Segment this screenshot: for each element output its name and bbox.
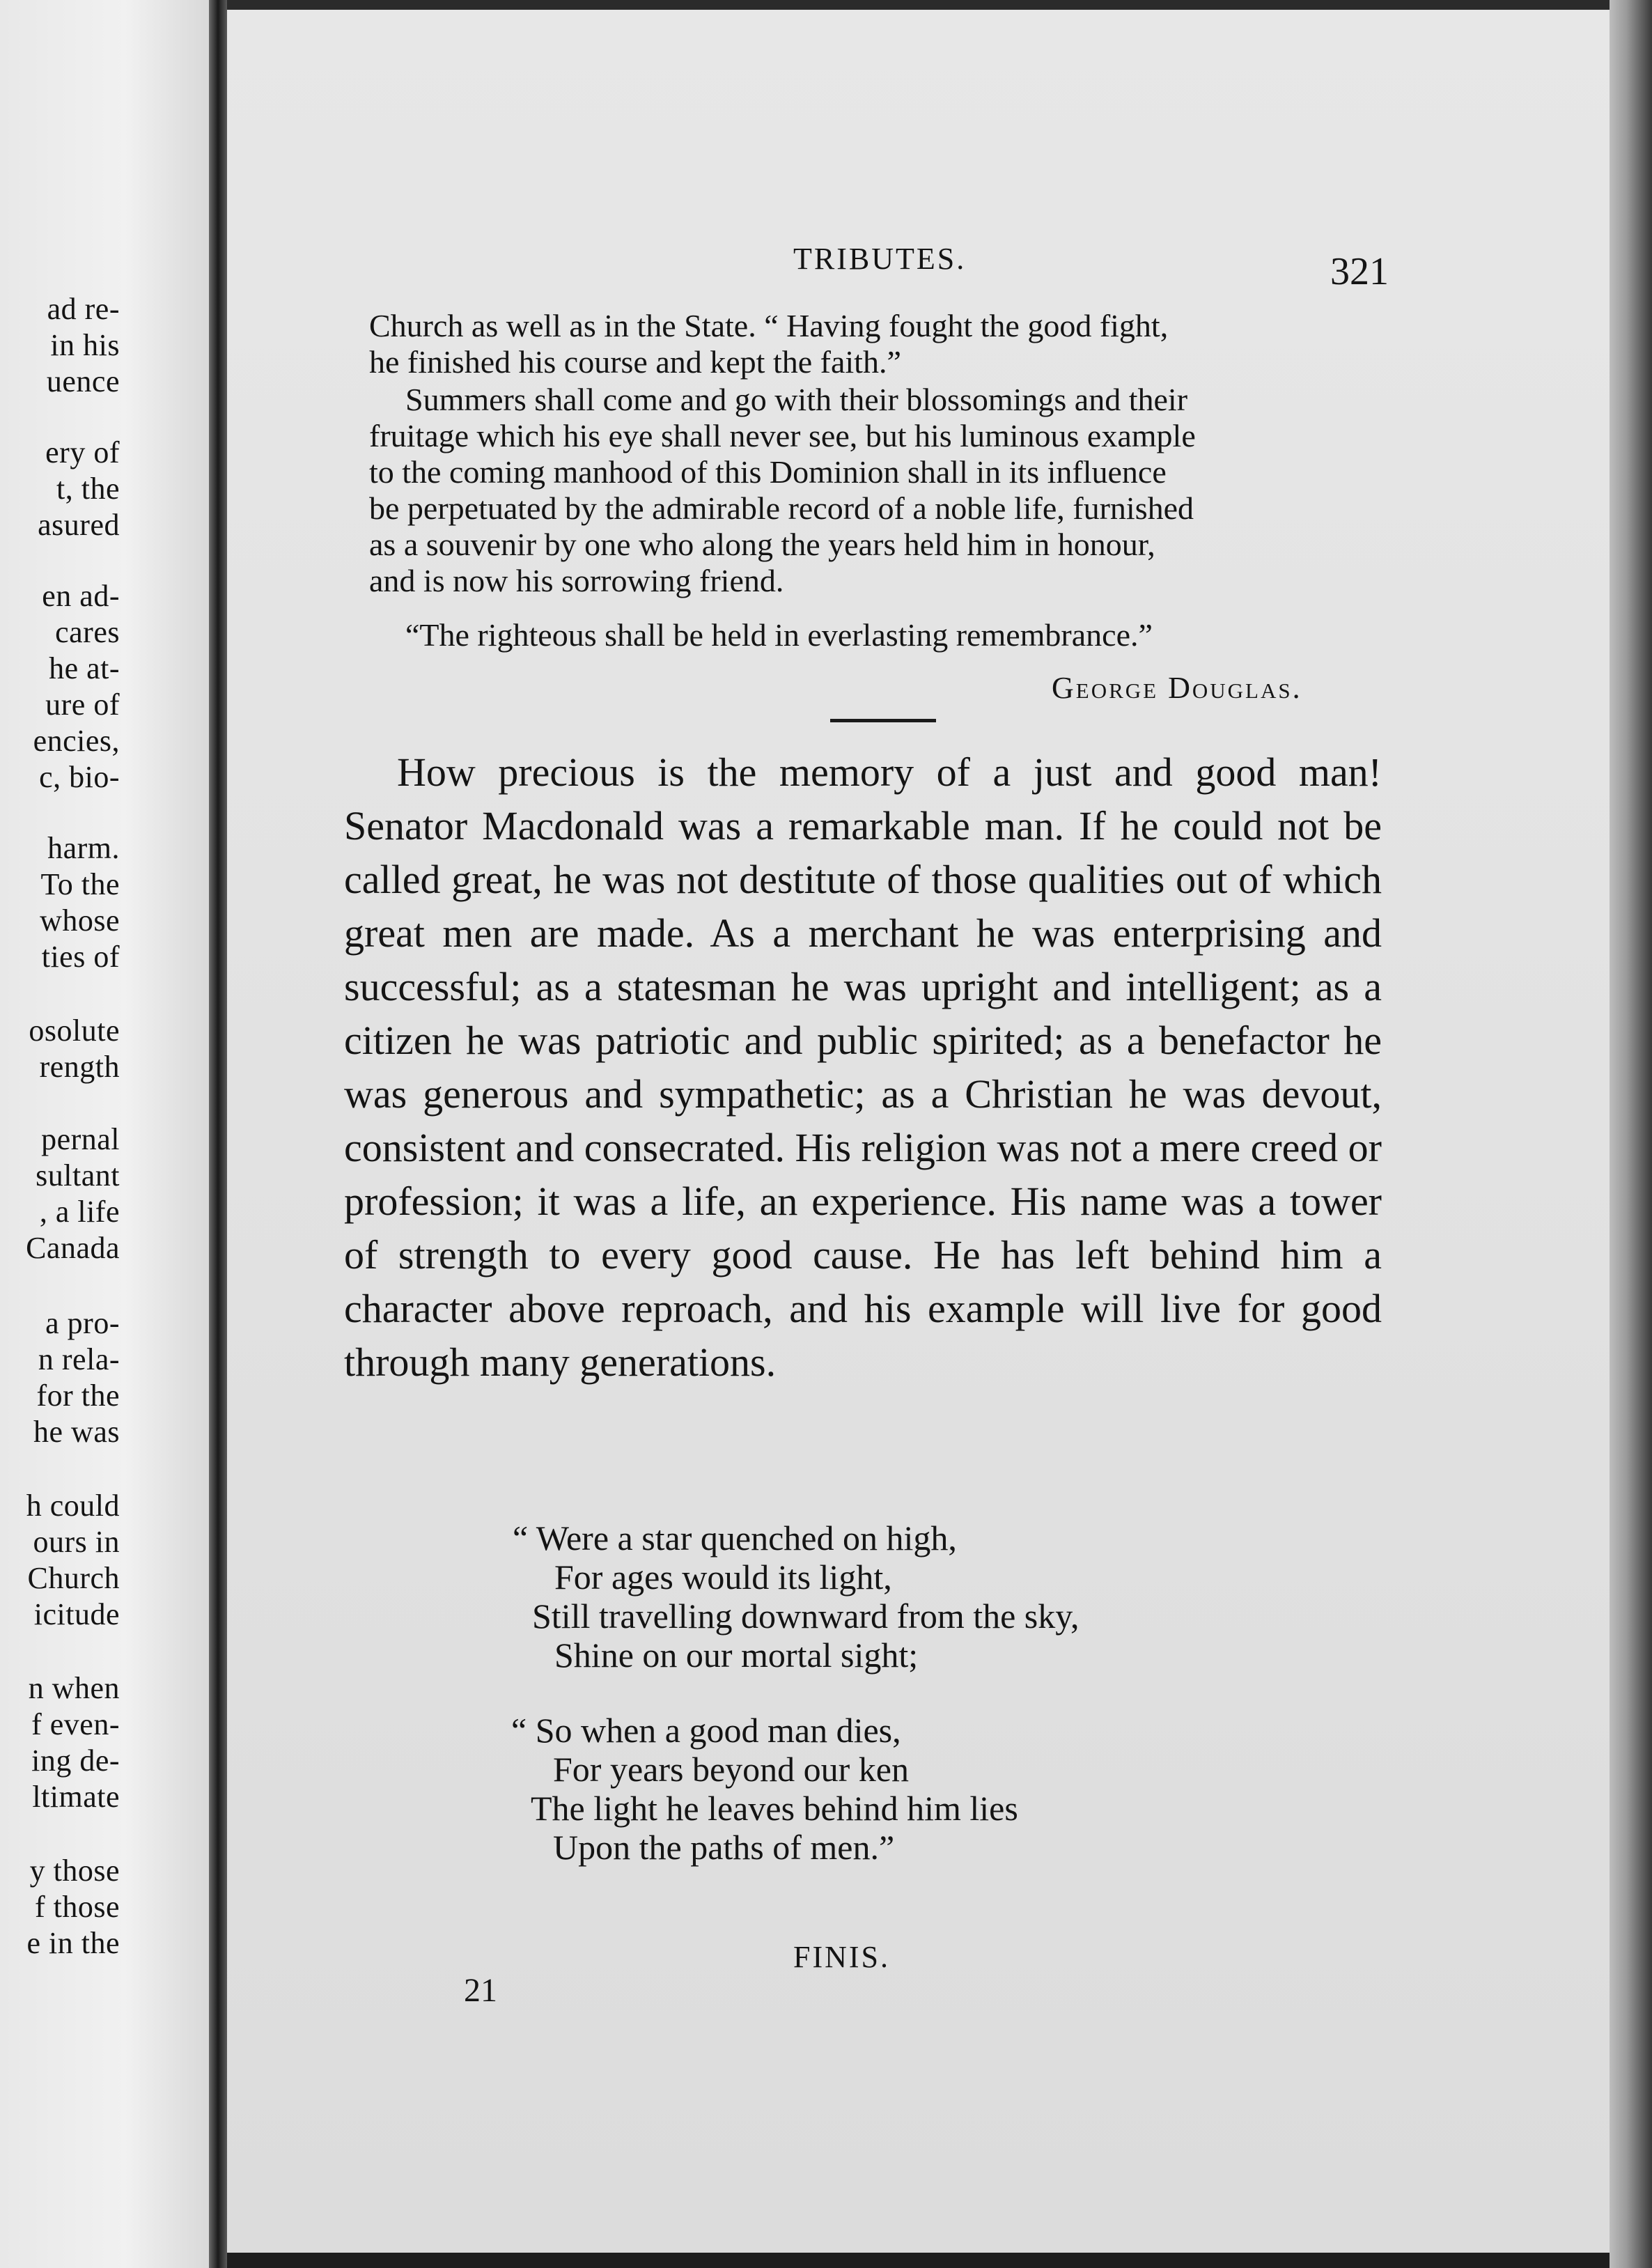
left-page-fragment: n rela- (38, 1342, 120, 1376)
left-page-fragment: ad re- (47, 292, 120, 326)
left-page-fragment: t, the (56, 472, 120, 506)
text-line: Church as well as in the State. “ Having fought the good fight, (369, 308, 1169, 343)
left-page-fragment: whose (40, 903, 120, 938)
previous-page-edge (0, 0, 209, 2268)
left-page-fragment: harm. (47, 831, 120, 865)
left-page-fragment: Church (27, 1561, 120, 1595)
section-divider-rule (830, 719, 936, 722)
left-page-fragment: sultant (36, 1158, 120, 1193)
left-page-fragment: he was (33, 1415, 120, 1449)
left-page-fragment: Canada (26, 1231, 120, 1265)
left-page-fragment: ours in (33, 1525, 120, 1559)
text-line: be perpetuated by the admirable record of a noble life, furnished (369, 490, 1194, 526)
left-page-fragment: pernal (41, 1122, 120, 1156)
left-page-fragment: he at- (49, 651, 120, 685)
book-gutter (209, 0, 227, 2268)
left-page-fragment: n when (28, 1671, 120, 1705)
left-page-fragment: To the (40, 867, 120, 901)
poem-line: Upon the paths of men.” (553, 1828, 895, 1867)
left-page-fragment: ery of (45, 435, 120, 469)
left-page-fragment: uence (46, 364, 120, 398)
left-page-fragment: encies, (33, 724, 120, 758)
left-page-fragment: icitude (33, 1597, 120, 1631)
page-number: 321 (1330, 250, 1389, 293)
text-line: and is now his sorrowing friend. (369, 563, 784, 598)
poem-line: For ages would its light, (554, 1558, 892, 1597)
text-line: to the coming manhood of this Dominion shall in its influence (369, 454, 1167, 490)
left-page-fragment: f those (34, 1890, 120, 1924)
left-page-fragment: , a life (39, 1195, 120, 1229)
left-page-fragment: f even- (31, 1707, 120, 1741)
left-page-fragment: en ad- (42, 579, 120, 613)
memorial-paragraph (344, 745, 1382, 1389)
tribute-paragraph-1 (369, 308, 1623, 380)
left-page-fragment: cares (55, 615, 120, 649)
text-line: fruitage which his eye shall never see, but his luminous example (369, 418, 1196, 453)
poem-stanza-2 (511, 1711, 1018, 1867)
left-page-fragment: in his (50, 328, 120, 362)
poem-stanza-1 (513, 1519, 1080, 1675)
left-page-fragment: asured (38, 508, 120, 542)
poem-line: Shine on our mortal sight; (554, 1636, 919, 1675)
poem-line: Still travelling downward from the sky, (532, 1597, 1080, 1636)
paragraph-text: How precious is the memory of a just and good man! Senator Macdonald was a remarkable man. If he could not be called great, he was not destitute of those qualities out of which great men are made. As a merchant he was enterprising and successful; as a statesman he was upright and intelligent; as a citizen he was patriotic and public spirited; as a benefactor he was generous and sympathetic; as a Christian he was devout, consistent and consecrated. His religion was not a mere creed or profession; it was a life, an experience. His name was a tower of strength to every good cause. He has left behind him a character above reproach, and his example will live for good through many generations. (344, 749, 1382, 1385)
poem-line: “ So when a good man dies, (511, 1711, 901, 1750)
scripture-quote: “The righteous shall be held in everlasting remembrance.” (405, 617, 1153, 653)
left-page-fragment: rength (39, 1050, 120, 1084)
left-page-fragment: ing de- (31, 1743, 120, 1778)
left-page-fragment: ure of (45, 688, 120, 722)
left-page-fragment: e in the (26, 1926, 120, 1960)
printer-signature-mark: 21 (464, 1972, 497, 2009)
page-top-edge (227, 0, 1610, 10)
left-page-fragment: h could (26, 1489, 120, 1523)
left-page-fragment: c, bio- (39, 760, 120, 794)
poem-line: For years beyond our ken (553, 1750, 909, 1789)
text-line: he finished his course and kept the faith.” (369, 344, 901, 380)
left-page-fragment: ltimate (32, 1780, 120, 1814)
finis-label: FINIS. (793, 1940, 891, 1974)
left-page-fragment: osolute (29, 1013, 120, 1048)
page-321 (227, 10, 1610, 2253)
left-page-fragment: for the (36, 1378, 120, 1413)
running-head: TRIBUTES. (793, 242, 967, 276)
text-line: as a souvenir by one who along the years held him in honour, (369, 527, 1155, 562)
left-page-fragment: ties of (41, 940, 120, 974)
poem-line: “ Were a star quenched on high, (513, 1519, 957, 1558)
left-page-fragment: a pro- (45, 1306, 120, 1340)
tribute-paragraph-2 (369, 382, 1623, 599)
text-line: Summers shall come and go with their blossomings and their (405, 382, 1188, 417)
page-right-edge (1610, 0, 1652, 2268)
tribute-signature: George Douglas. (1052, 671, 1302, 705)
poem-line: The light he leaves behind him lies (531, 1789, 1018, 1828)
left-page-fragment: y those (29, 1854, 120, 1888)
